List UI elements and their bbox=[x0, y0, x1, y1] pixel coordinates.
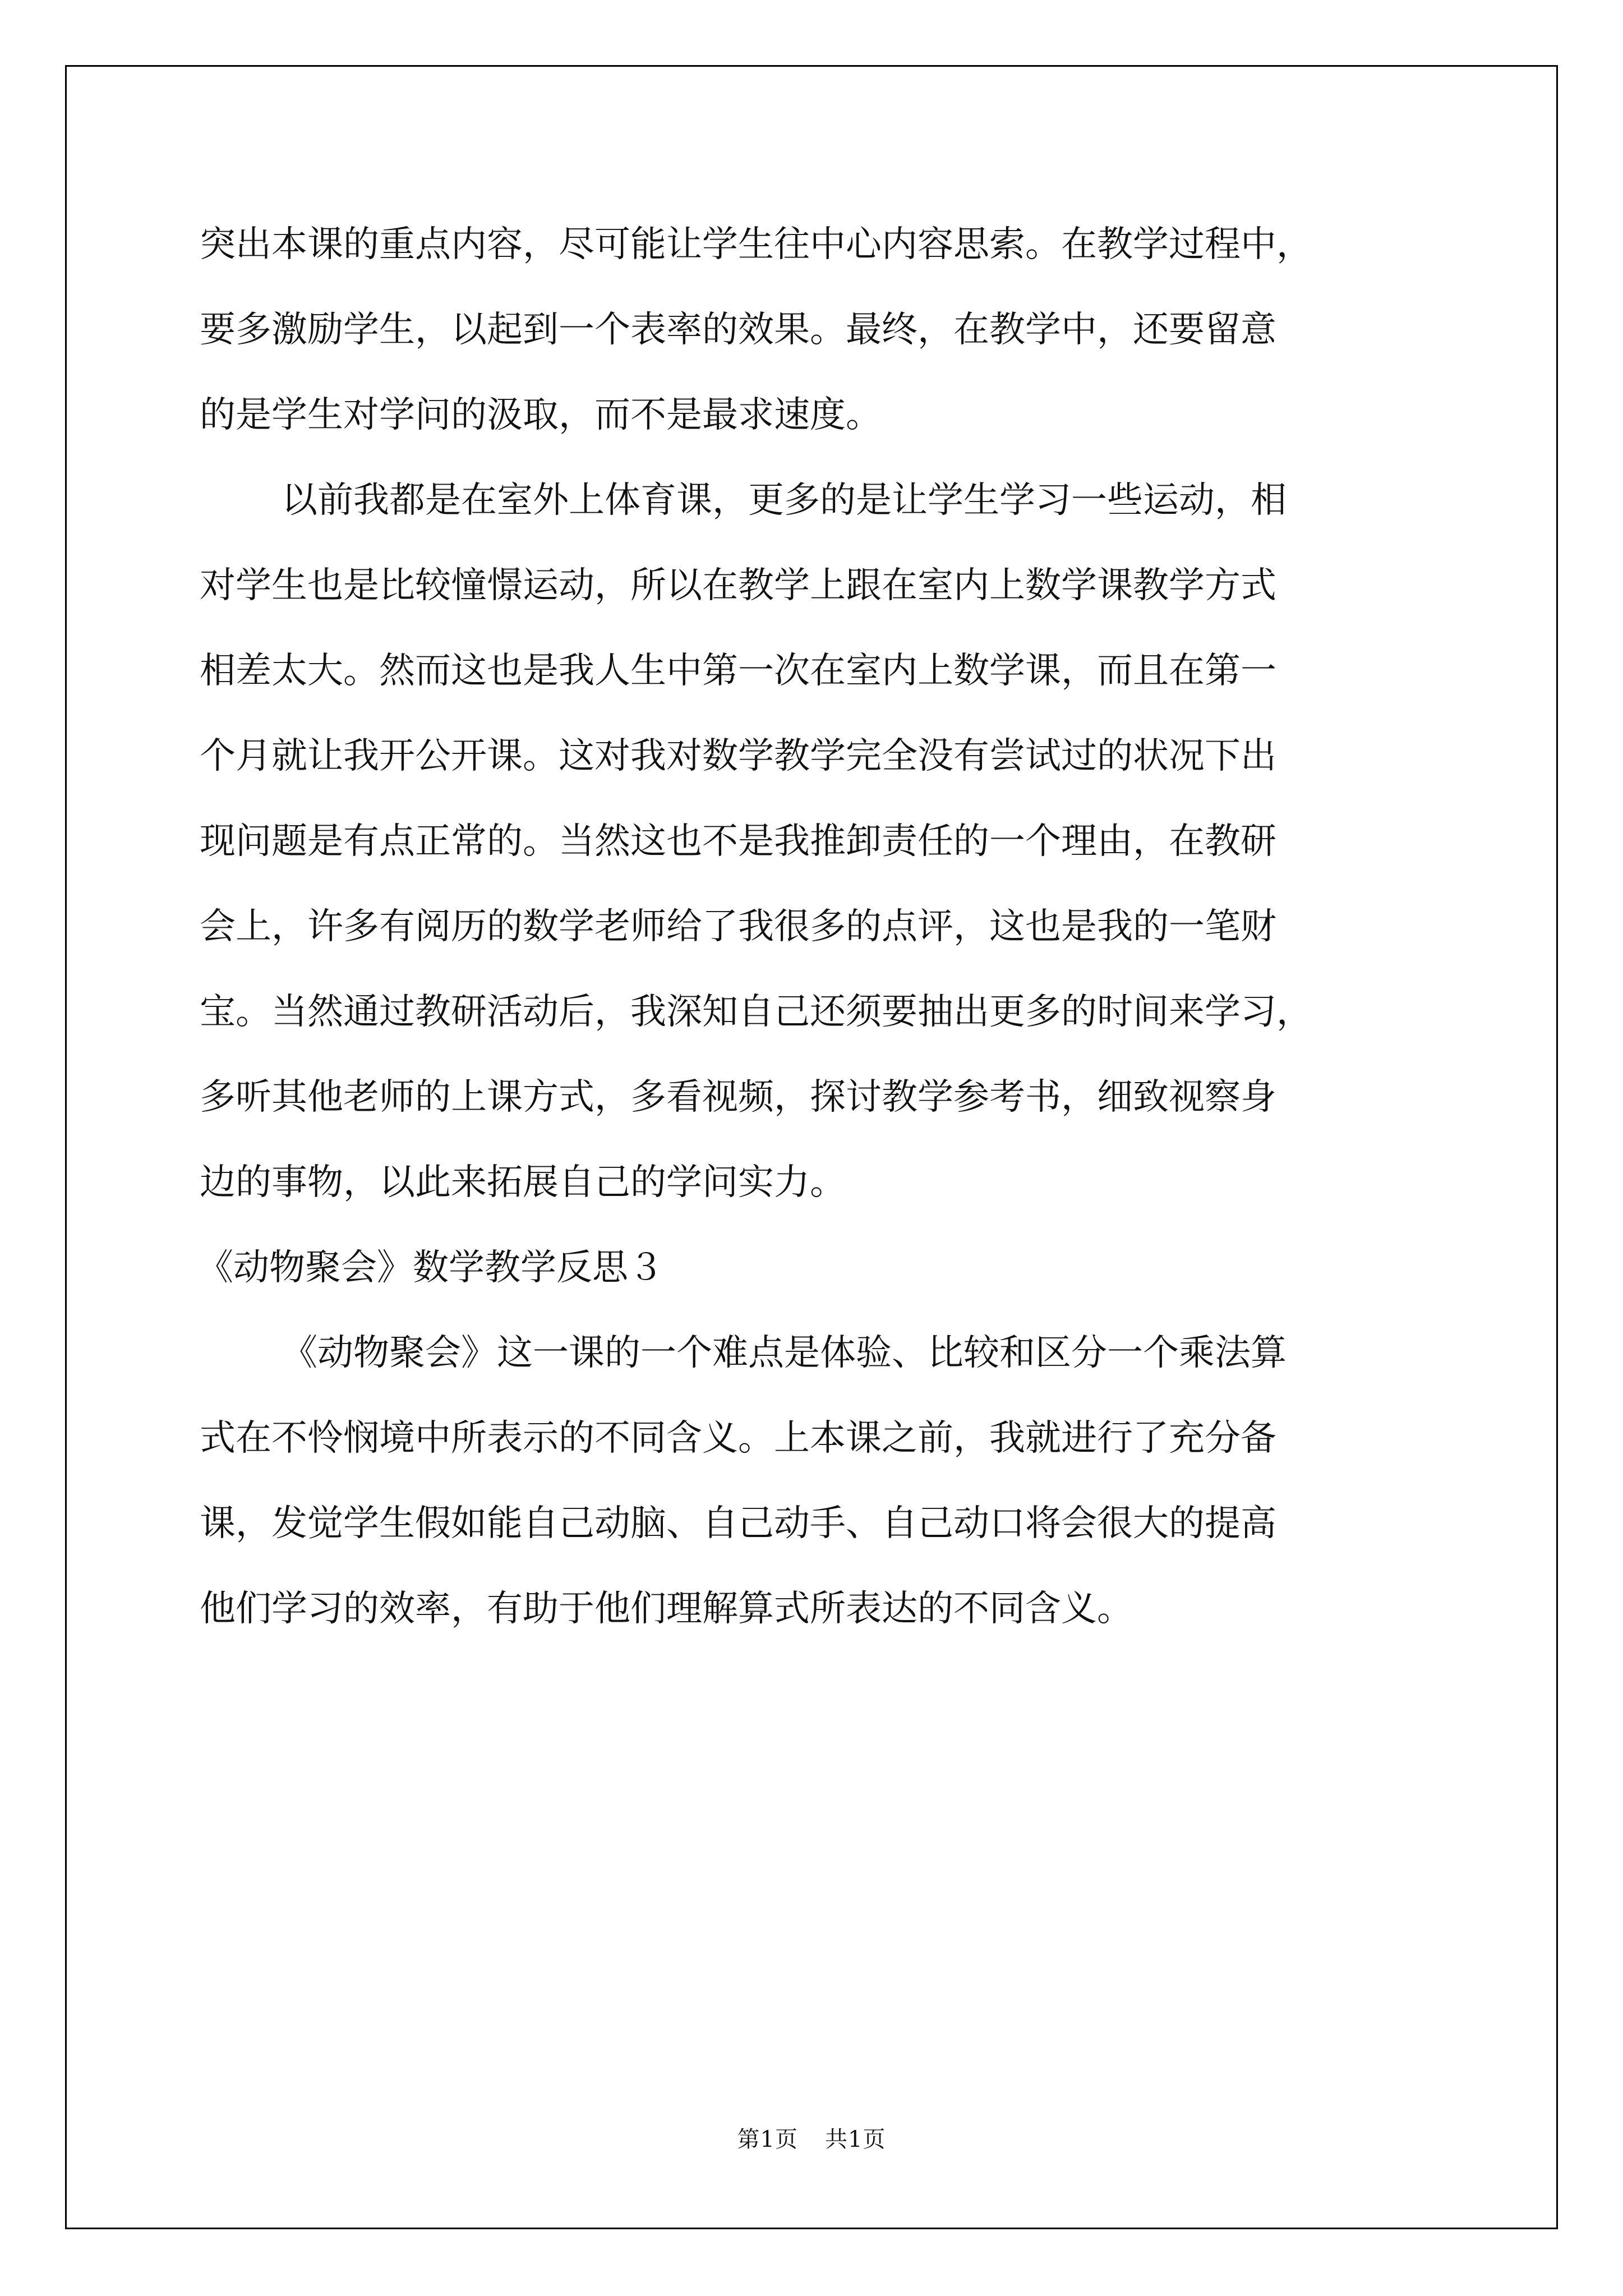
paragraph-line: 边的事物，以此来拓展自己的学问实力。 bbox=[200, 1162, 846, 1203]
paragraph-line: 现问题是有点正常的。当然这也不是我推卸责任的一个理由，在教研 bbox=[200, 821, 1276, 862]
paragraph-line: 个月就让我开公开课。这对我对数学教学完全没有尝试过的状况下出 bbox=[200, 735, 1276, 777]
page-number-current: 第1页 bbox=[737, 2127, 798, 2152]
page-footer bbox=[0, 2122, 1623, 2154]
document-body bbox=[197, 202, 1436, 1651]
section-heading: 《动物聚会》数学教学反思３ bbox=[197, 1247, 664, 1289]
paragraph-line: 对学生也是比较憧憬运动，所以在教学上跟在室内上数学课教学方式 bbox=[200, 565, 1276, 606]
paragraph-line: 课，发觉学生假如能自己动脑、自己动手、自己动口将会很大的提高 bbox=[200, 1503, 1276, 1544]
paragraph-line: 宝。当然通过教研活动后，我深知自己还须要抽出更多的时间来学习， bbox=[200, 991, 1312, 1033]
paragraph-line: 《动物聚会》这一课的一个难点是体验、比较和区分一个乘法算 bbox=[282, 1332, 1287, 1374]
page-number-total: 共1页 bbox=[825, 2127, 886, 2152]
paragraph-line: 会上，许多有阅历的数学老师给了我很多的点评，这也是我的一笔财 bbox=[200, 906, 1276, 947]
paragraph-line: 突出本课的重点内容，尽可能让学生往中心内容思索。在教学过程中， bbox=[200, 224, 1312, 265]
paragraph-line: 以前我都是在室外上体育课，更多的是让学生学习一些运动，相 bbox=[282, 480, 1287, 521]
paragraph-line: 的是学生对学问的汲取，而不是最求速度。 bbox=[200, 394, 882, 436]
paragraph-line: 他们学习的效率，有助于他们理解算式所表达的不同含义。 bbox=[200, 1588, 1133, 1630]
paragraph-line: 相差太大。然而这也是我人生中第一次在室内上数学课，而且在第一 bbox=[200, 650, 1276, 692]
paragraph-line: 要多激励学生，以起到一个表率的效果。最终，在教学中，还要留意 bbox=[200, 309, 1276, 351]
paragraph-line: 式在不怜悯境中所表示的不同含义。上本课之前，我就进行了充分备 bbox=[200, 1418, 1276, 1459]
paragraph-line: 多听其他老师的上课方式，多看视频，探讨教学参考书，细致视察身 bbox=[200, 1076, 1276, 1118]
